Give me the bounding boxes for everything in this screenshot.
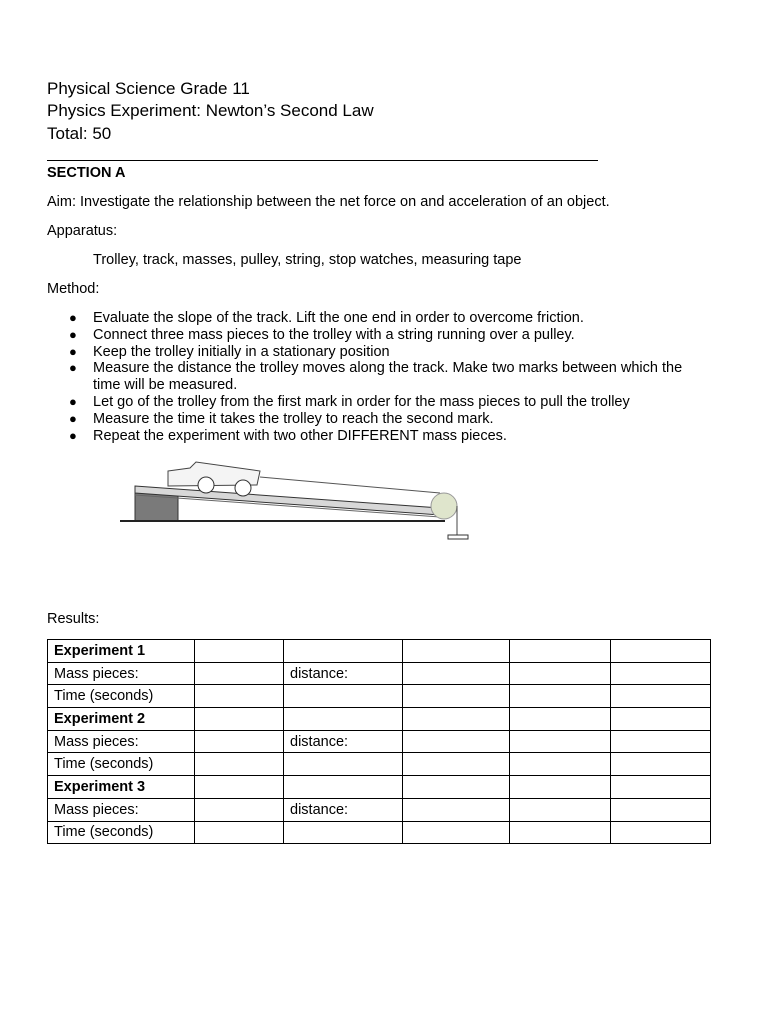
results-row	[48, 708, 711, 731]
answer-cell[interactable]	[403, 730, 510, 753]
row-label-cell: Mass pieces:	[48, 730, 195, 753]
answer-cell[interactable]	[611, 753, 711, 776]
answer-cell[interactable]	[510, 798, 611, 821]
answer-cell[interactable]	[611, 708, 711, 731]
answer-cell[interactable]	[403, 798, 510, 821]
answer-cell[interactable]	[284, 708, 403, 731]
bullet-icon: ●	[69, 310, 77, 325]
answer-cell[interactable]	[510, 685, 611, 708]
row-label-cell: Mass pieces:	[48, 662, 195, 685]
trolley-wheel-rear	[235, 480, 251, 496]
apparatus-label: Apparatus:	[47, 223, 118, 239]
method-step: ● Repeat the experiment with two other DIFFERENT mass pieces.	[69, 427, 507, 444]
answer-cell[interactable]	[510, 640, 611, 663]
bullet-icon: ●	[69, 410, 77, 426]
trolley-wheel-front	[198, 477, 214, 493]
results-row	[48, 730, 711, 753]
results-row	[48, 821, 711, 844]
method-step: ● Keep the trolley initially in a stationary position	[69, 343, 390, 360]
experiment-title: Physics Experiment: Newton’s Second Law	[47, 101, 374, 120]
answer-cell[interactable]	[195, 662, 284, 685]
results-row	[48, 640, 711, 663]
method-label: Method:	[47, 281, 100, 297]
section-title: SECTION A	[47, 165, 126, 181]
row-label-cell: Time (seconds)	[48, 685, 195, 708]
answer-cell[interactable]	[611, 640, 711, 663]
answer-cell[interactable]	[403, 708, 510, 731]
answer-cell[interactable]	[284, 753, 403, 776]
method-step: ● Measure the time it takes the trolley to reach the second mark.	[69, 410, 494, 427]
bullet-icon: ●	[69, 343, 77, 359]
method-step: ● Connect three mass pieces to the trolley with a string running over a pulley.	[69, 326, 575, 343]
results-row	[48, 685, 711, 708]
answer-cell[interactable]	[510, 753, 611, 776]
answer-cell[interactable]	[403, 685, 510, 708]
answer-cell[interactable]	[510, 776, 611, 799]
answer-cell[interactable]	[510, 730, 611, 753]
inclined-track	[135, 486, 440, 515]
answer-cell[interactable]	[284, 776, 403, 799]
string	[260, 477, 440, 493]
answer-cell[interactable]	[403, 640, 510, 663]
answer-cell[interactable]	[195, 685, 284, 708]
answer-cell[interactable]	[510, 662, 611, 685]
results-row	[48, 753, 711, 776]
aim-text: Aim: Investigate the relationship between the net force on and acceleration of an object.	[47, 194, 610, 210]
answer-cell[interactable]	[611, 776, 711, 799]
answer-cell[interactable]	[284, 640, 403, 663]
method-step: ● Measure the distance the trolley moves along the track. Make two marks between which the time will be measured.	[69, 360, 683, 394]
total-marks: Total: 50	[47, 124, 112, 143]
answer-cell[interactable]	[403, 662, 510, 685]
answer-cell[interactable]	[510, 708, 611, 731]
results-row	[48, 798, 711, 821]
trolley-incline-diagram	[110, 455, 480, 550]
results-row	[48, 776, 711, 799]
row-label-cell: Time (seconds)	[48, 753, 195, 776]
answer-cell[interactable]	[611, 730, 711, 753]
answer-cell[interactable]	[284, 821, 403, 844]
answer-cell[interactable]	[195, 730, 284, 753]
bullet-icon: ●	[69, 360, 77, 376]
bullet-icon: ●	[69, 326, 77, 342]
distance-label-cell: distance:	[284, 662, 403, 685]
hanging-mass	[448, 535, 468, 539]
method-list	[47, 310, 707, 444]
answer-cell[interactable]	[195, 640, 284, 663]
answer-cell[interactable]	[611, 685, 711, 708]
answer-cell[interactable]	[195, 776, 284, 799]
answer-cell[interactable]	[284, 685, 403, 708]
pulley	[431, 493, 457, 519]
answer-cell[interactable]	[611, 821, 711, 844]
bullet-icon: ●	[69, 427, 77, 443]
answer-cell[interactable]	[611, 798, 711, 821]
row-label-cell: Experiment 2	[48, 708, 195, 731]
course-title: Physical Science Grade 11	[47, 79, 250, 98]
row-label-cell: Experiment 1	[48, 640, 195, 663]
row-label-cell: Mass pieces:	[48, 798, 195, 821]
method-step: ● Evaluate the slope of the track. Lift the one end in order to overcome friction.	[69, 310, 584, 326]
distance-label-cell: distance:	[284, 798, 403, 821]
results-table	[47, 639, 711, 844]
answer-cell[interactable]	[195, 708, 284, 731]
answer-cell[interactable]	[195, 798, 284, 821]
row-label-cell: Experiment 3	[48, 776, 195, 799]
apparatus-items: Trolley, track, masses, pulley, string, stop watches, measuring tape	[93, 252, 522, 268]
answer-cell[interactable]	[403, 753, 510, 776]
results-row	[48, 662, 711, 685]
distance-label-cell: distance:	[284, 730, 403, 753]
answer-cell[interactable]	[195, 821, 284, 844]
results-label: Results:	[47, 611, 100, 627]
answer-cell[interactable]	[403, 821, 510, 844]
header-divider	[47, 160, 598, 161]
answer-cell[interactable]	[611, 662, 711, 685]
row-label-cell: Time (seconds)	[48, 821, 195, 844]
answer-cell[interactable]	[510, 821, 611, 844]
bullet-icon: ●	[69, 393, 77, 409]
method-step: ● Let go of the trolley from the first mark in order for the mass pieces to pull the trolley	[69, 393, 630, 410]
answer-cell[interactable]	[403, 776, 510, 799]
answer-cell[interactable]	[195, 753, 284, 776]
